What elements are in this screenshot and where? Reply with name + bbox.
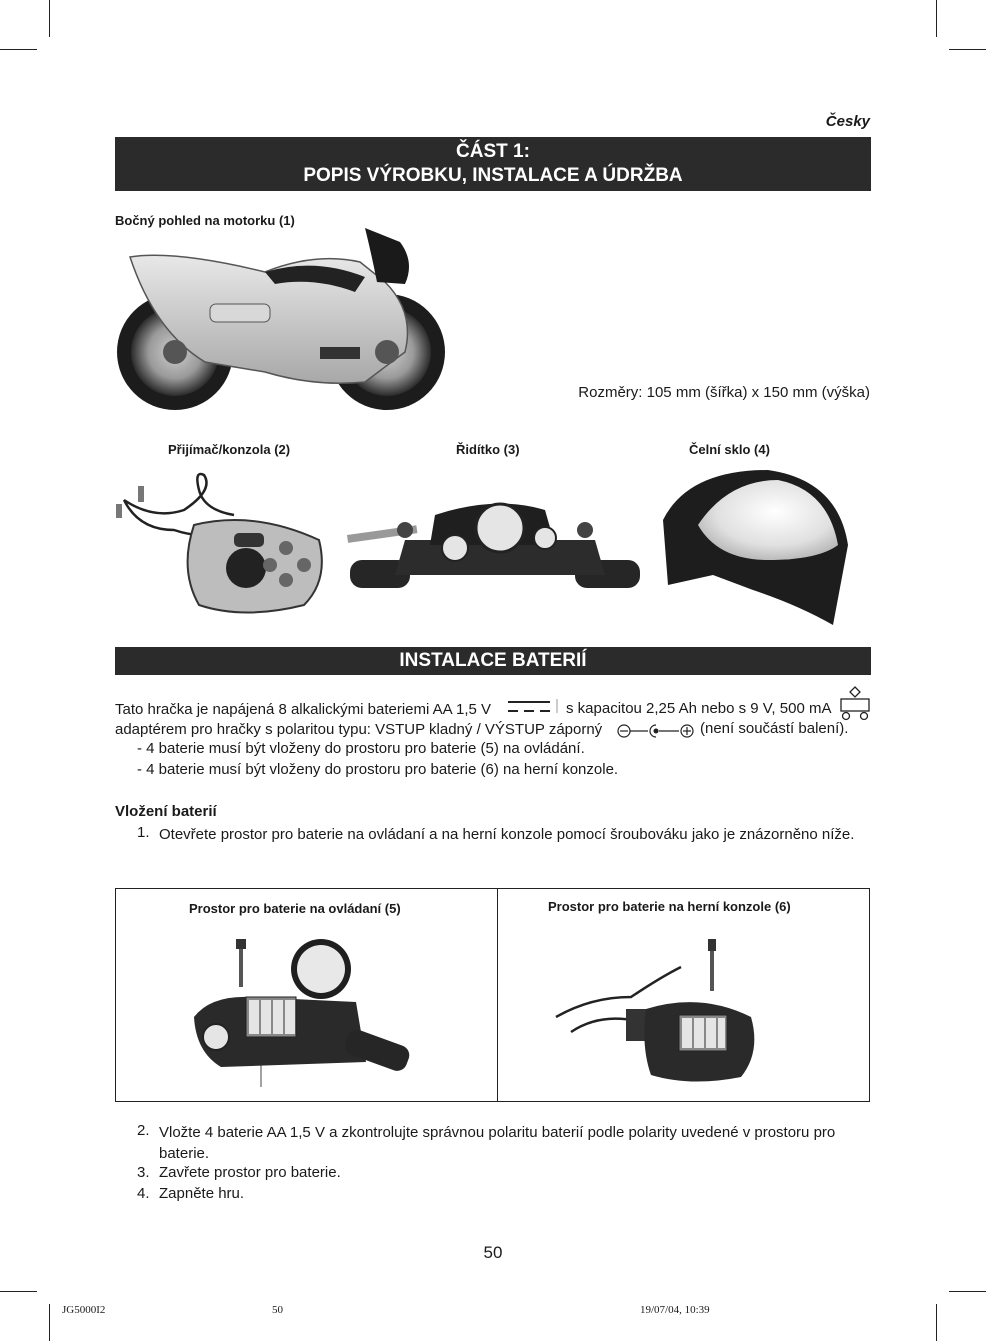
crop-mark bbox=[936, 1304, 937, 1341]
intro-part2: s kapacitou 2,25 Ah nebo s 9 V, 500 mA bbox=[566, 700, 832, 717]
bullet-item: - 4 baterie musí být vloženy do prostoru pro baterie (5) na ovládání. bbox=[137, 740, 585, 757]
box-left-caption: Prostor pro baterie na ovládaní (5) bbox=[189, 901, 401, 916]
section1-title-line2: POPIS VÝROBKU, INSTALACE A ÚDRŽBA bbox=[303, 165, 683, 186]
language-label: Česky bbox=[825, 113, 870, 130]
polarity-icon bbox=[615, 722, 697, 740]
side-view-caption: Bočný pohled na motorku (1) bbox=[115, 213, 295, 228]
crop-mark bbox=[0, 1291, 37, 1292]
section2-banner: INSTALACE BATERIÍ bbox=[115, 647, 871, 675]
step-text: Zavřete prostor pro baterie. bbox=[159, 1164, 341, 1181]
transformer-icon bbox=[838, 685, 872, 721]
handlebar-image bbox=[345, 490, 645, 600]
page-number: 50 bbox=[483, 1243, 503, 1262]
section1-title-line1: ČÁST 1: bbox=[456, 141, 530, 162]
step-text: Otevřete prostor pro baterie na ovládaní a na herní konzole pomocí šroubováku jako je znázorněno níže. bbox=[159, 826, 855, 843]
box-divider bbox=[497, 889, 498, 1101]
footer-datetime: 19/07/04, 10:39 bbox=[640, 1304, 710, 1316]
windshield-image bbox=[658, 465, 853, 630]
motorcycle-image bbox=[115, 222, 450, 417]
intro-part1: Tato hračka je napájená 8 alkalickými bateriemi AA 1,5 V bbox=[115, 701, 492, 718]
crop-mark bbox=[936, 0, 937, 37]
part-caption-receiver: Přijímač/konzola (2) bbox=[168, 442, 291, 457]
footer-page: 50 bbox=[272, 1304, 283, 1316]
bullet-item: - 4 baterie musí být vloženy do prostoru pro baterie (6) na herní konzole. bbox=[137, 761, 619, 778]
step-number: 4. bbox=[137, 1185, 150, 1202]
footer-doc-code: JG5000I2 bbox=[62, 1304, 106, 1316]
part-caption-handlebar: Řidítko (3) bbox=[456, 442, 520, 457]
crop-mark bbox=[49, 1304, 50, 1341]
step-number: 2. bbox=[137, 1122, 150, 1139]
step-number: 1. bbox=[137, 824, 150, 841]
dimensions-text: Rozměry: 105 mm (šířka) x 150 mm (výška) bbox=[578, 384, 870, 401]
step-text: Zapněte hru. bbox=[159, 1185, 245, 1202]
intro-part4: (není součástí balení). bbox=[700, 720, 849, 737]
subheading-insert-batteries: Vložení baterií bbox=[115, 803, 217, 820]
intro-part3: adaptérem pro hračky s polaritou typu: VSTUP kladný / VÝSTUP záporný bbox=[115, 721, 603, 738]
step-text: Vložte 4 baterie AA 1,5 V a zkontrolujte správnou polaritu baterií podle polarity uvedené v prostoru pro baterie. bbox=[159, 1124, 836, 1162]
section1-banner bbox=[115, 137, 871, 191]
controller-battery-image bbox=[191, 937, 421, 1087]
crop-mark bbox=[0, 49, 37, 50]
part-caption-windshield: Čelní sklo (4) bbox=[689, 442, 770, 457]
crop-mark bbox=[949, 49, 986, 50]
box-right-caption: Prostor pro baterie na herní konzole (6) bbox=[548, 899, 791, 914]
battery-compartment-figure bbox=[115, 888, 870, 1102]
crop-mark bbox=[949, 1291, 986, 1292]
dc-symbol-icon bbox=[505, 697, 560, 719]
crop-mark bbox=[49, 0, 50, 37]
step-number: 3. bbox=[137, 1164, 150, 1181]
console-battery-image bbox=[551, 937, 761, 1087]
receiver-console-image bbox=[114, 470, 334, 620]
